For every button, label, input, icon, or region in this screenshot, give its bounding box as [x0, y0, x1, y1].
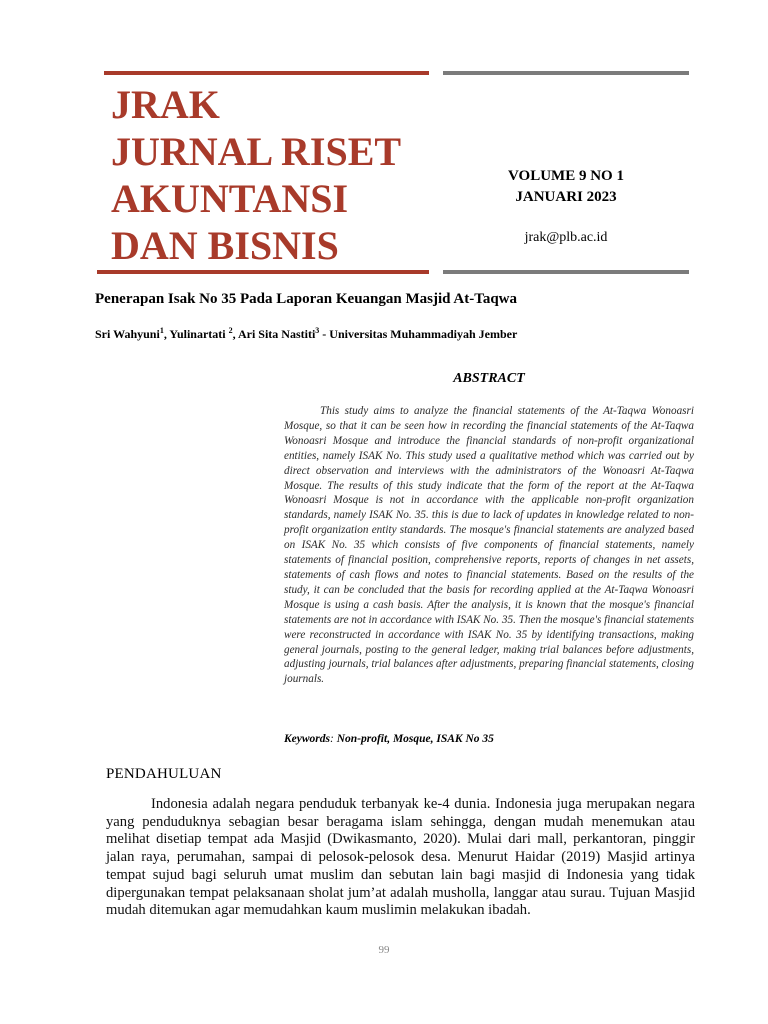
- keywords-line: [284, 733, 494, 745]
- author-affiliation-mark: 1: [159, 326, 164, 335]
- keywords-separator: :: [330, 733, 337, 745]
- author-affiliation-mark: 2: [228, 326, 233, 335]
- journal-title-line-1: JRAK: [111, 82, 220, 127]
- page-number: 99: [378, 944, 390, 956]
- author-list: [95, 326, 517, 342]
- journal-email[interactable]: jrak@plb.ac.id: [524, 230, 608, 245]
- header-rule-right-bottom: [443, 270, 689, 274]
- journal-title-line-2: JURNAL RISET: [111, 129, 402, 174]
- abstract-text: This study aims to analyze the financial statements of the At-Taqwa Wonoasri Mosque, so that it can be seen how in recording the financial statements of the At-Taqwa Wonoasri Mosque and introduce the financial standards of non-profit organizational entities, namely ISAK No. This study used a qualitative method which was carried out by direct observation and interviews with the administrators of the Wonoasri At-Taqwa Mosque. The results of this study indicate that the form of the report at the At-Taqwa Wonoasri Mosque is not in accordance with the applicable non-profit organization standards, namely ISAK No. 35. this is due to lack of updates in knowledge related to non-profit organization entity standards. The mosque's financial statements are analyzed based on ISAK No. 35 which consists of five components of financial statements, namely statements of financial position, comprehensive reports, reports of changes in net assets, statements of cash flows and notes to financial statements. Based on the results of the study, it can be concluded that the basis for recording applied at the At-Taqwa Wonoasri Mosque is using a cash basis. After the analysis, it is known that the mosque's financial statements are not in accordance with ISAK No. 35. Then the mosque's financial statements were reconstructed in accordance with ISAK No. 35 by identifying transactions, making general journals, posting to the general ledger, making trial balances before adjustments, adjusting journals, trial balances after adjustments, preparing financial statements, closing journals.: [284, 405, 694, 686]
- journal-date: JANUARI 2023: [515, 189, 617, 205]
- author-name: Yulinartati: [169, 327, 229, 341]
- header-rule-left-bottom: [97, 270, 429, 274]
- header-rule-right-top: [443, 71, 689, 75]
- author-name: Sri Wahyuni: [95, 327, 160, 341]
- journal-volume: VOLUME 9 NO 1: [508, 168, 624, 184]
- section-heading: PENDAHULUAN: [106, 766, 222, 782]
- author-affiliation: - Universitas Muhammadiyah Jember: [319, 327, 518, 341]
- author-affiliation-mark: 3: [315, 326, 320, 335]
- journal-title-line-3: AKUNTANSI: [111, 176, 349, 221]
- article-title: Penerapan Isak No 35 Pada Laporan Keuangan Masjid At-Taqwa: [95, 291, 518, 307]
- body-paragraph: Indonesia adalah negara penduduk terbanyak ke-4 dunia. Indonesia juga merupakan negara yang penduduknya sebagian besar beragama islam sehingga, dengan mudah menemukan atau melihat disetiap tempat ada Masjid (Dwikasmanto, 2020). Mulai dari mall, perkantoran, pinggir jalan raya, perumahan, sampai di pelosok-pelosok desa. Menurut Haidar (2019) Masjid artinya tempat sujud bagi seluruh umat muslim dan sebutan lain bagi masjid di Indonesia yang tidak dipergunakan tempat pelaksanaan sholat jum’at adalah musholla, langgar atau surau. Tujuan Masjid mudah ditemukan agar memudahkan kaum muslimin melakukan ibadah.: [106, 796, 695, 919]
- journal-title-line-4: DAN BISNIS: [111, 223, 339, 268]
- abstract-heading: ABSTRACT: [453, 371, 525, 386]
- header-rule-left-top: [104, 71, 429, 75]
- keywords-label: Keywords: [284, 733, 330, 745]
- author-separator: ,: [163, 327, 170, 341]
- keywords-values: Non-profit, Mosque, ISAK No 35: [336, 733, 494, 745]
- author-separator: ,: [232, 327, 238, 341]
- author-name: Ari Sita Nastiti: [237, 327, 316, 341]
